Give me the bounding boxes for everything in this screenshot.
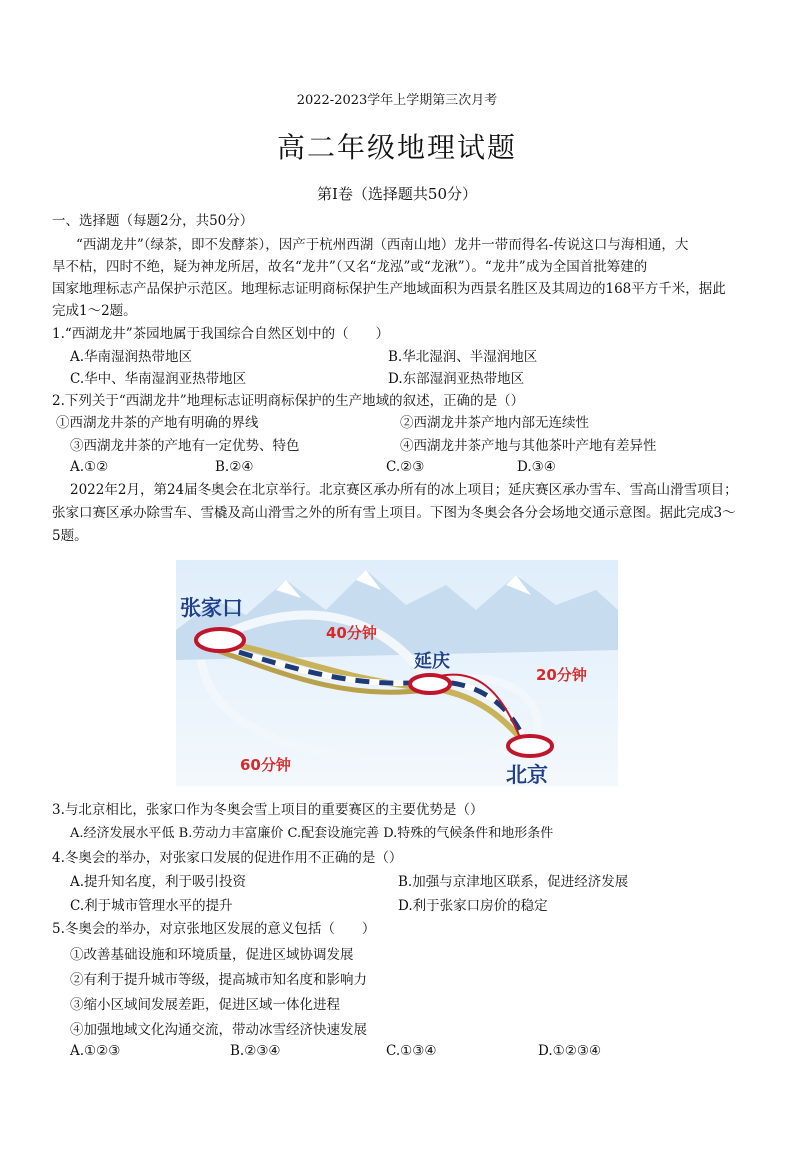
- q5-option-d: D.①②③④: [538, 1043, 602, 1059]
- q4-option-a: A.提升知名度，利于吸引投资: [70, 874, 247, 890]
- section-heading: 一、选择题（每题2分，共50分）: [52, 213, 254, 229]
- q2-statement-1: ①西湖龙井茶的产地有明确的界线: [56, 415, 259, 431]
- q5-option-c: C.①③④: [386, 1043, 437, 1059]
- beijing-marker: [508, 736, 552, 756]
- label-yanqing: 延庆: [414, 651, 450, 672]
- label-time-bj-zjk: 60分钟: [240, 756, 291, 774]
- q4-stem: 4.冬奥会的举办，对张家口发展的促进作用不正确的是（）: [52, 850, 403, 866]
- q4-option-d: D.利于张家口房价的稳定: [398, 898, 548, 914]
- map-svg: [176, 560, 618, 786]
- q1-option-a: A.华南湿润热带地区: [70, 349, 193, 365]
- page-title: 高二年级地理试题: [276, 131, 517, 164]
- q2-option-c: C.②③: [386, 459, 425, 475]
- q1-stem: 1.“西湖龙井”茶园地属于我国综合自然区划中的（ ）: [52, 326, 390, 342]
- zhangjiakou-marker: [196, 629, 244, 651]
- q5-statement-3: ③缩小区域间发展差距，促进区域一体化进程: [70, 997, 340, 1013]
- q5-statement-4: ④加强地域文化沟通交流，带动冰雪经济快速发展: [70, 1022, 367, 1038]
- q4-option-b: B.加强与京津地区联系，促进经济发展: [398, 874, 629, 890]
- q1-option-d: D.东部湿润亚热带地区: [388, 371, 525, 387]
- q2-statement-4: ④西湖龙井茶产地与其他茶叶产地有差异性: [400, 438, 657, 454]
- passage2-line2: 张家口赛区承办除雪车、雪橇及高山滑雪之外的所有雪上项目。下图为冬奥会各分会场地交通示意图。据此完成3～: [52, 505, 736, 521]
- q2-option-b: B.②④: [215, 459, 254, 475]
- olympic-transport-map: [176, 560, 618, 786]
- q5-option-a: A.①②③: [70, 1043, 121, 1059]
- q2-statement-2: ②西湖龙井茶产地内部无连续性: [400, 415, 589, 431]
- q2-statement-3: ③西湖龙井茶的产地有一定优势、特色: [70, 438, 300, 454]
- passage1-line4: 完成1～2题。: [52, 303, 137, 319]
- q2-stem: 2.下列关于“西湖龙井”地理标志证明商标保护的生产地域的叙述，正确的是（）: [52, 393, 525, 409]
- q1-option-b: B.华北湿润、半湿润地区: [388, 349, 538, 365]
- q5-stem: 5.冬奥会的举办，对京张地区发展的意义包括（ ）: [52, 921, 376, 937]
- passage2-line3: 5题。: [52, 528, 88, 544]
- q4-option-c: C.利于城市管理水平的提升: [70, 898, 233, 914]
- passage1-line3: 国家地理标志产品保护示范区。地理标志证明商标保护生产地域面积为西景名胜区及其周边的168平方千米，据此: [52, 281, 726, 297]
- passage2-line1: 2022年2月，第24届冬奥会在北京举行。北京赛区承办所有的冰上项目；延庆赛区承办雪车、雪高山滑雪项目；: [70, 482, 738, 498]
- label-zhangjiakou: 张家口: [180, 596, 243, 620]
- q3-options: A.经济发展水平低 B.劳动力丰富廉价 C.配套设施完善 D.特殊的气候条件和地形条件: [70, 826, 554, 841]
- label-beijing: 北京: [506, 763, 548, 786]
- q2-option-d: D.③④: [517, 459, 556, 475]
- q1-option-c: C.华中、华南湿润亚热带地区: [70, 371, 247, 387]
- yanqing-marker: [410, 675, 450, 693]
- label-time-yq-bj: 20分钟: [536, 666, 587, 684]
- passage1-line1: “西湖龙井”（绿茶，即不发酵茶），因产于杭州西湖（西南山地）龙井一带而得名-传说这口与海相通，大: [76, 237, 689, 253]
- q2-option-a: A.①②: [70, 459, 109, 475]
- volume-heading: 第Ⅰ卷（选择题共50分）: [316, 185, 477, 203]
- label-time-zjk-yq: 40分钟: [326, 624, 377, 642]
- q3-stem: 3.与北京相比，张家口作为冬奥会雪上项目的重要赛区的主要优势是（）: [52, 802, 484, 818]
- passage1-line2: 旱不枯，四时不绝，疑为神龙所居，故名“龙井”（又名“龙泓”或“龙湫”）。“龙井”成为全国首批筹建的: [52, 259, 648, 275]
- exam-line: 2022-2023学年上学期第三次月考: [296, 93, 498, 108]
- q5-statement-1: ①改善基础设施和环境质量，促进区域协调发展: [70, 947, 354, 963]
- q5-statement-2: ②有利于提升城市等级，提高城市知名度和影响力: [70, 972, 367, 988]
- q5-option-b: B.②③④: [230, 1043, 281, 1059]
